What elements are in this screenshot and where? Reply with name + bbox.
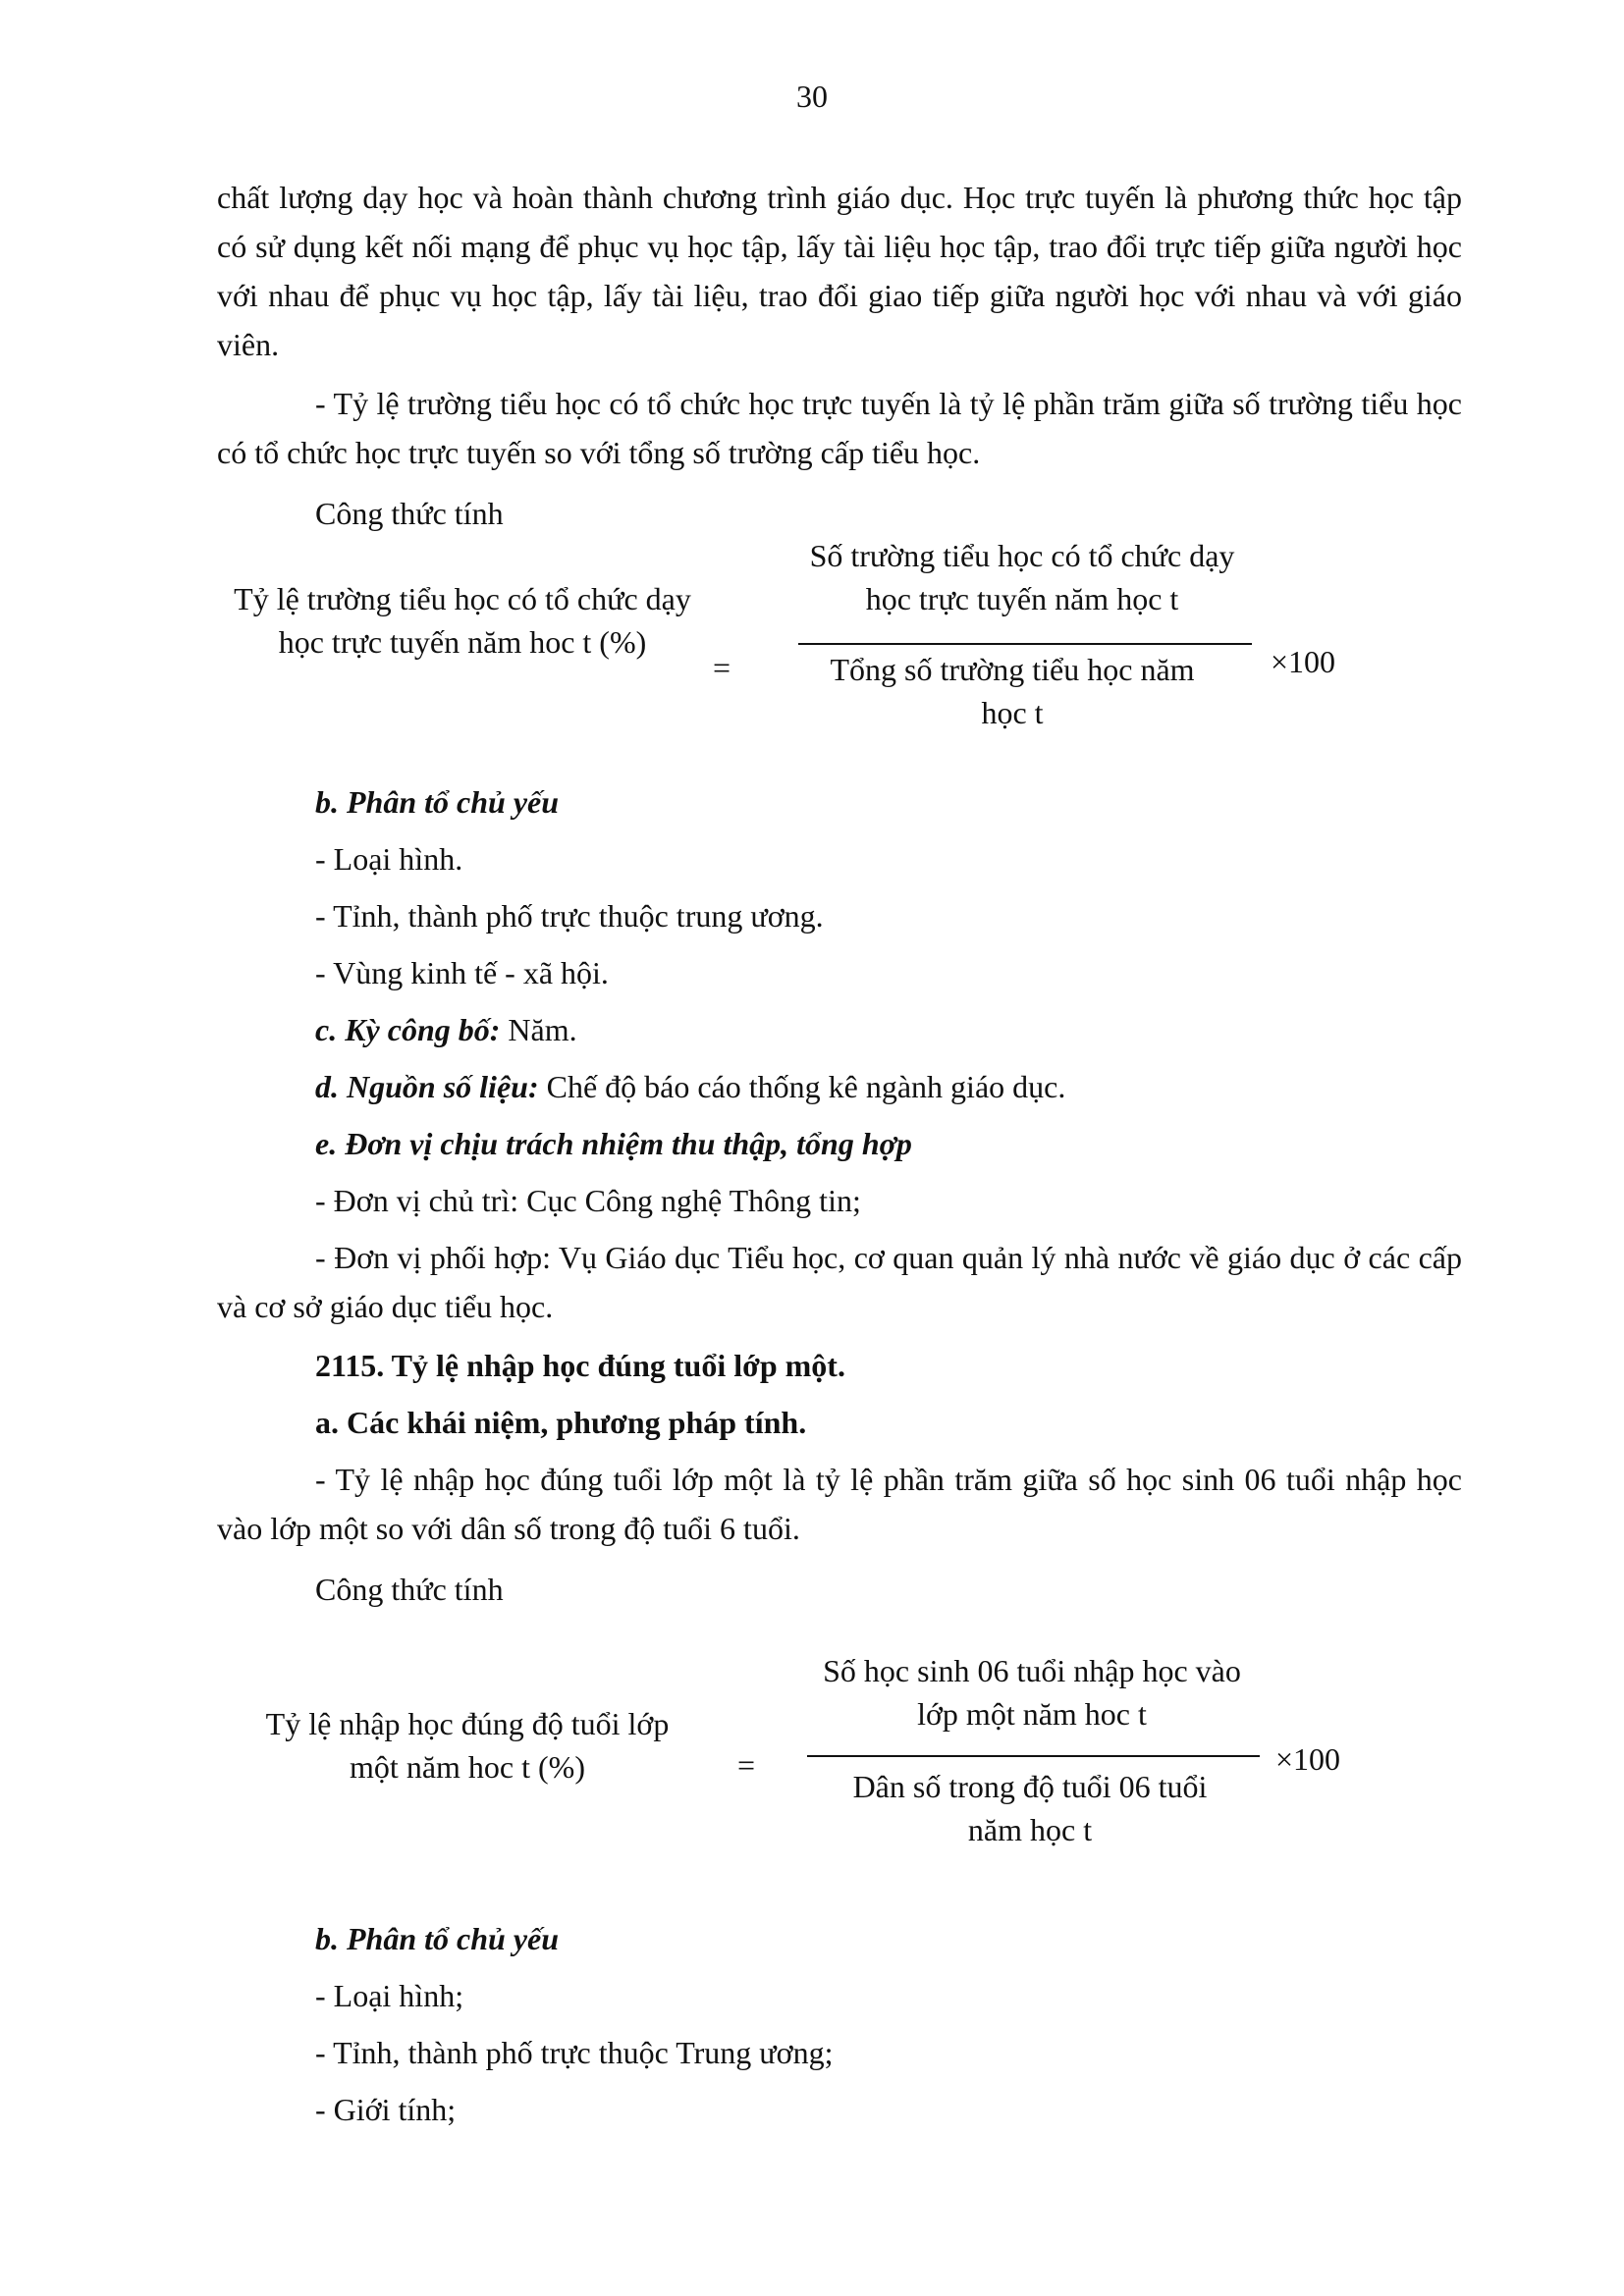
formula-online-rate [217, 530, 1462, 746]
formula-equals-sign: = [737, 1747, 756, 1783]
b-list-item: - Tỉnh, thành phố trực thuộc Trung ương; [315, 2035, 834, 2070]
formula-multiplier: ×100 [1271, 644, 1336, 679]
b-list-item: - Vùng kinh tế - xã hội. [315, 955, 609, 990]
section-e-heading: e. Đơn vị chịu trách nhiệm thu thập, tổng hợp [315, 1126, 912, 1161]
paragraph-online-rate-definition: - Tỷ lệ trường tiểu học có tổ chức học trực tuyến là tỷ lệ phần trăm giữa số trường tiểu học có tổ chức học trực tuyến so với tổng số trường cấp tiểu học. [217, 386, 1462, 470]
section-a-heading: a. Các khái niệm, phương pháp tính. [315, 1405, 807, 1440]
formula-numerator: Số trường tiểu học có tổ chức dạy học trực tuyến năm học t [809, 538, 1235, 616]
indicator-title: 2115. Tỷ lệ nhập học đúng tuổi lớp một. [315, 1348, 845, 1383]
section-c-value: Năm. [500, 1012, 577, 1047]
formula-fraction-bar [798, 643, 1252, 645]
formula-fraction-bar [807, 1755, 1260, 1757]
e-list-item: - Đơn vị phối hợp: Vụ Giáo dục Tiểu học, cơ quan quản lý nhà nước về giáo dục ở các cấp và cơ sở giáo dục tiểu học. [217, 1240, 1462, 1324]
section-d-line [315, 1062, 1065, 1111]
b-list-item: - Giới tính; [315, 2092, 457, 2127]
formula-multiplier: ×100 [1275, 1741, 1341, 1777]
formula-label: Công thức tính [315, 496, 504, 531]
b-list-item: - Tỉnh, thành phố trực thuộc trung ương. [315, 898, 824, 934]
section-b-heading: b. Phân tổ chủ yếu [315, 784, 560, 820]
paragraph-enrollment-rate-definition: - Tỷ lệ nhập học đúng tuổi lớp một là tỷ lệ phần trăm giữa số học sinh 06 tuổi nhập học vào lớp một so với dân số trong độ tuổi 6 tuổi. [217, 1462, 1462, 1546]
formula-denominator: Tổng số trường tiểu học năm học t [830, 652, 1195, 730]
b-list-item: - Loại hình; [315, 1978, 464, 2013]
formula-enrollment-rate [217, 1645, 1462, 1861]
e-list-item: - Đơn vị chủ trì: Cục Công nghệ Thông tin; [315, 1183, 861, 1218]
formula-denominator: Dân số trong độ tuổi 06 tuổi năm học t [852, 1769, 1208, 1847]
section-d-value: Chế độ báo cáo thống kê ngành giáo dục. [538, 1069, 1066, 1104]
page-number: 30 [796, 79, 828, 114]
section-c-line [315, 1005, 577, 1054]
formula-left-side: Tỷ lệ trường tiểu học có tổ chức dạy học trực tuyến năm hoc t (%) [234, 581, 691, 660]
section-c-heading: c. Kỳ công bố: [315, 1012, 501, 1047]
b-list-item: - Loại hình. [315, 841, 463, 877]
formula-label: Công thức tính [315, 1572, 504, 1607]
formula-equals-sign: = [713, 650, 731, 685]
section-b-heading: b. Phân tổ chủ yếu [315, 1921, 560, 1956]
formula-numerator: Số học sinh 06 tuổi nhập học vào lớp một năm hoc t [823, 1653, 1241, 1732]
section-d-heading: d. Nguồn số liệu: [315, 1069, 539, 1104]
formula-left-side: Tỷ lệ nhập học đúng độ tuổi lớp một năm hoc t (%) [265, 1706, 670, 1785]
paragraph-online-learning-definition: chất lượng dạy học và hoàn thành chương trình giáo dục. Học trực tuyến là phương thức học tập có sử dụng kết nối mạng để phục vụ học tập, lấy tài liệu học tập, trao đổi trực tiếp giữa người học với nhau để phục vụ học tập, lấy tài liệu, trao đổi giao tiếp giữa người học với nhau và với giáo viên. [217, 180, 1462, 362]
